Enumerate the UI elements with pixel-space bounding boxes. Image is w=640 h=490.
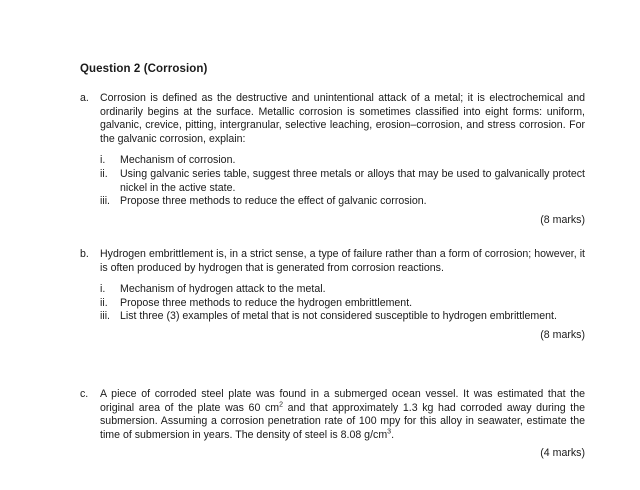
part-c-text-3: .: [391, 428, 395, 441]
part-c-text: [100, 388, 585, 442]
part-b-subitems: [100, 283, 585, 324]
part-a-subitems: [100, 154, 585, 208]
superscript-3: 3: [387, 428, 392, 436]
part-a-marks: (8 marks): [540, 213, 585, 226]
item-number: iii.: [100, 195, 111, 208]
item-text: Propose three methods to reduce the effect of galvanic corrosion.: [120, 195, 427, 208]
item-text: Propose three methods to reduce the hydrogen embrittlement.: [120, 296, 413, 309]
part-c-marks: (4 marks): [540, 447, 585, 460]
part-a-letter: a.: [80, 92, 89, 104]
part-b-item-i: [100, 283, 585, 297]
item-text: Mechanism of hydrogen attack to the metal.: [120, 283, 326, 296]
part-c: [80, 388, 585, 461]
question-title: Question 2 (Corrosion): [80, 63, 208, 75]
part-b-letter: b.: [80, 248, 89, 260]
item-text: List three (3) examples of metal that is not considered susceptible to hydrogen embrittlement.: [120, 310, 557, 323]
part-b-item-iii: [100, 310, 585, 324]
part-a-item-i: [100, 154, 585, 168]
item-text: Mechanism of corrosion.: [120, 154, 236, 167]
item-number: i.: [100, 154, 106, 167]
part-b-marks: (8 marks): [540, 328, 585, 341]
item-number: i.: [100, 283, 106, 296]
part-a-text: Corrosion is defined as the destructive and unintentional attack of a metal; it is electrochemical and ordinarily begins at the surface. Metallic corrosion is sometimes classified into eight forms: uniform, galvanic, crevice, pitting, intergranular, selective leaching, erosion–corrosion, and stress corrosion. For the galvanic corrosion, explain:: [100, 92, 585, 145]
part-b-text: Hydrogen embrittlement is, in a strict sense, a type of failure rather than a form of corrosion; however, it is often produced by hydrogen that is generated from corrosion reactions.: [100, 248, 585, 274]
part-b-item-ii: [100, 297, 585, 311]
part-b: [80, 248, 585, 343]
superscript-2: 2: [279, 401, 284, 409]
item-number: ii.: [100, 296, 108, 309]
part-c-letter: c.: [80, 388, 89, 400]
part-a-item-ii: [100, 168, 585, 195]
part-c-text-2: and that approximately 1.3 kg had corroded away during the submersion. Assuming a corrosion penetration rate of 100 mpy for this alloy in seawater, estimate the time of submersion in years. The density of steel is 8.08 g/cm: [100, 401, 585, 441]
item-number: iii.: [100, 310, 111, 323]
item-text: Using galvanic series table, suggest three metals or alloys that may be used to galvanically protect nickel in the active state.: [120, 167, 585, 194]
part-a-item-iii: [100, 195, 585, 209]
item-number: ii.: [100, 167, 108, 180]
part-c-text-1: A piece of corroded steel plate was found in a submerged ocean vessel. It was estimated that the original area of the plate was 60 cm: [100, 388, 585, 414]
part-a: [80, 92, 585, 227]
